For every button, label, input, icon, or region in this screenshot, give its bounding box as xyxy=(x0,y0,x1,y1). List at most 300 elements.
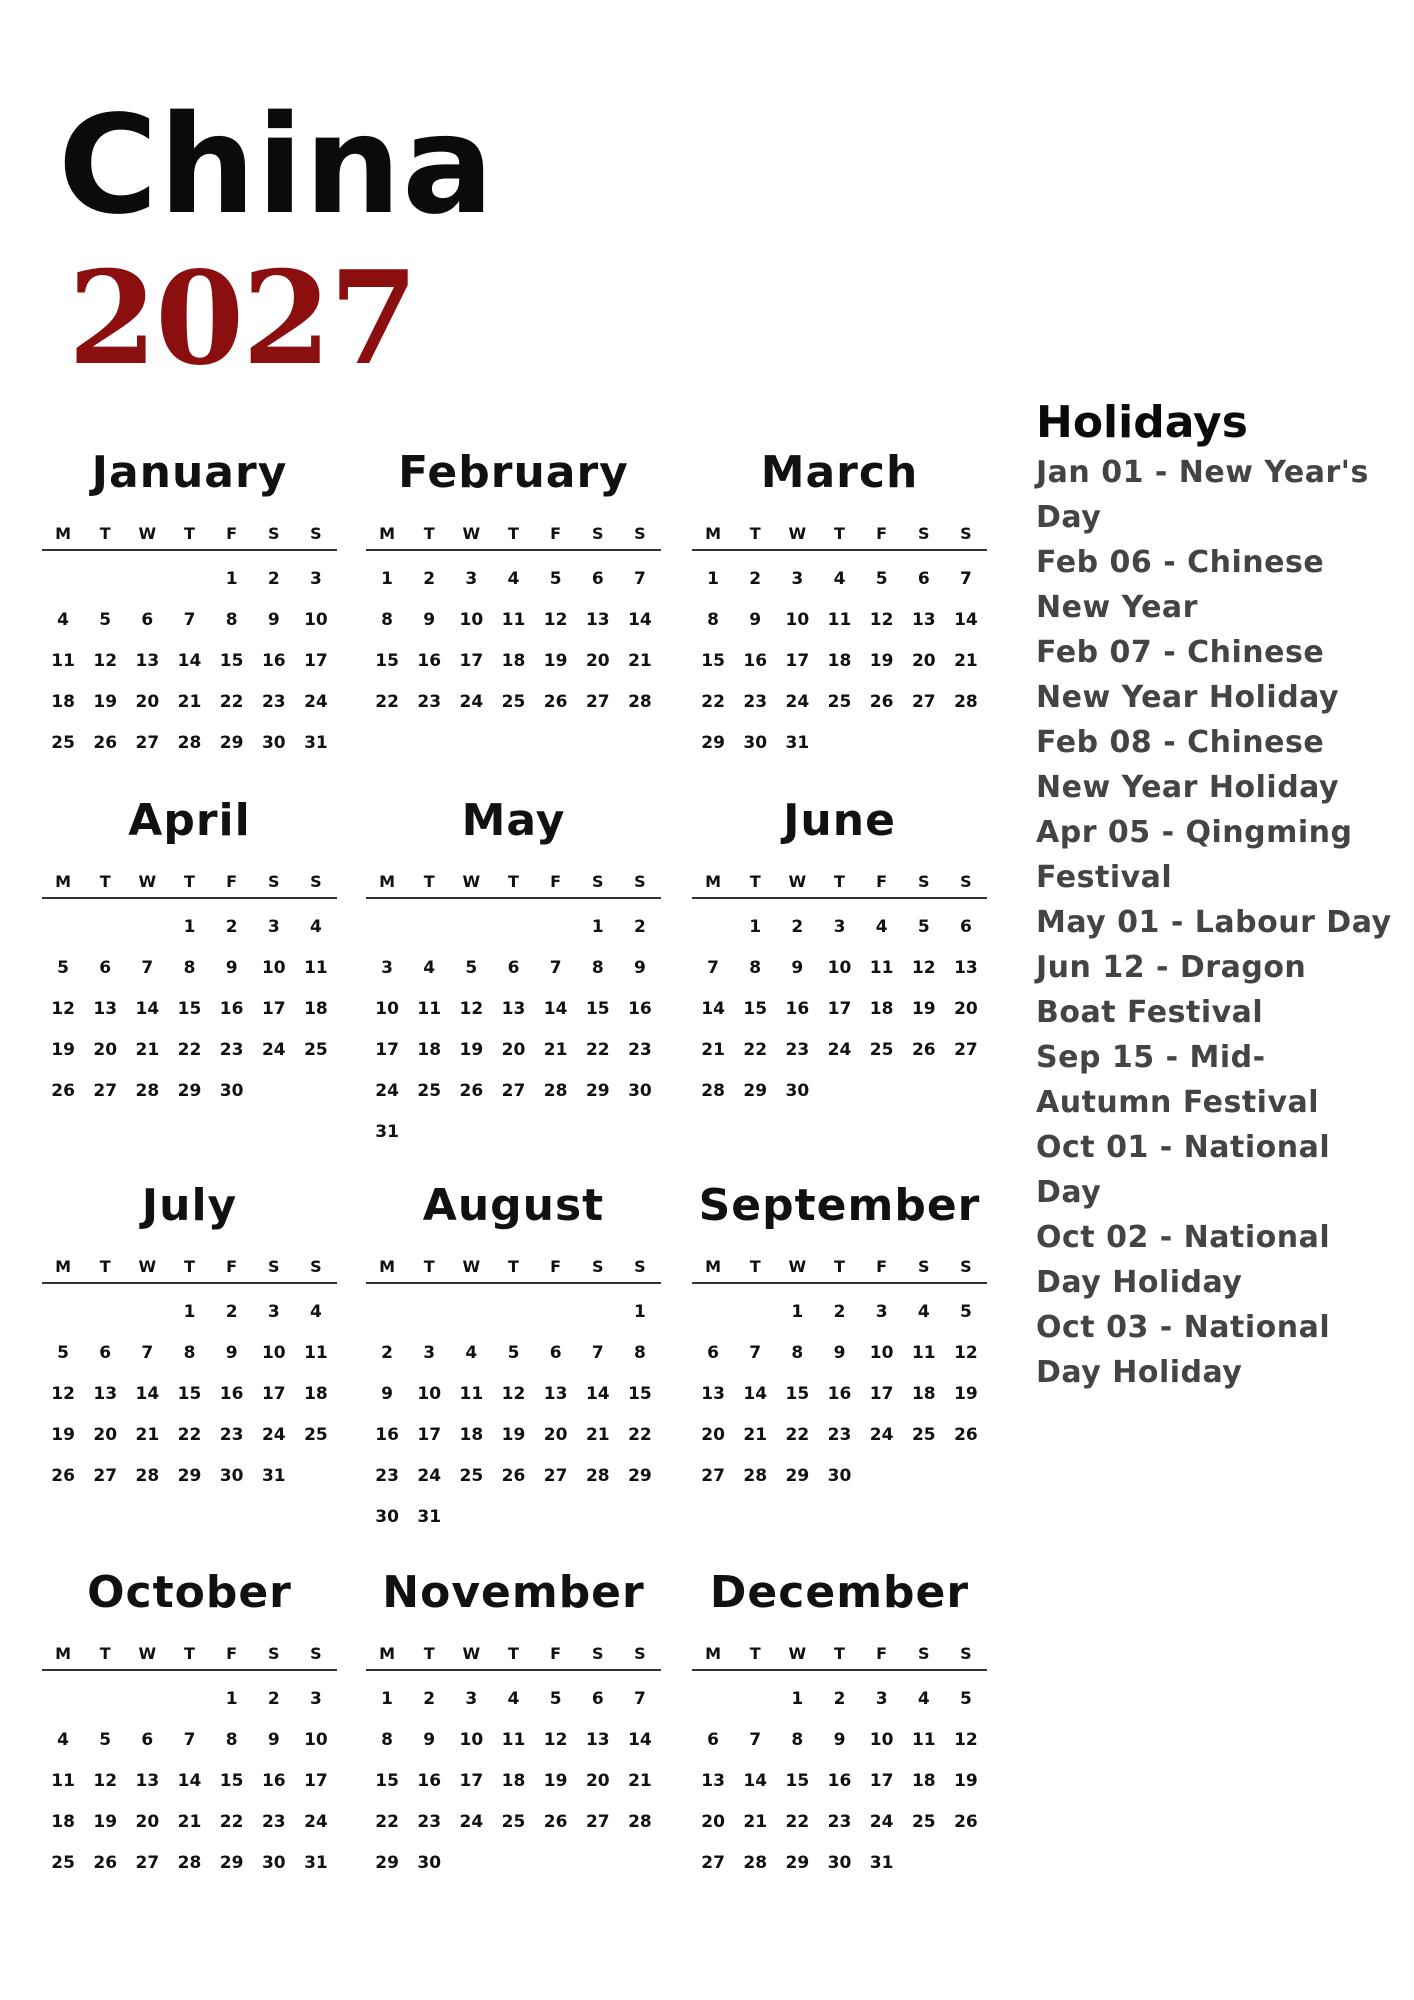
day-cell: 25 xyxy=(911,1812,936,1832)
day-cell: 11 xyxy=(459,1384,484,1404)
day-cell: 10 xyxy=(261,958,286,978)
day-cell: 18 xyxy=(459,1425,484,1445)
holiday-item: Oct 01 - National Day xyxy=(1036,1130,1331,1210)
weekday-label: T xyxy=(99,872,111,891)
weekday-label: S xyxy=(268,1644,280,1663)
day-cell: 4 xyxy=(507,1689,520,1709)
day-cell: 16 xyxy=(417,1771,442,1791)
year-heading: 2027 xyxy=(68,244,417,394)
day-cell: 30 xyxy=(827,1466,852,1486)
month-february xyxy=(366,445,661,723)
day-cell: 15 xyxy=(375,651,399,671)
day-cell: 24 xyxy=(261,1425,286,1445)
weekday-label: F xyxy=(876,872,888,891)
day-cell: 7 xyxy=(183,610,196,630)
weekday-label: F xyxy=(226,1257,238,1276)
day-cell: 2 xyxy=(633,917,646,937)
day-cell: 16 xyxy=(375,1425,399,1445)
day-cell: 28 xyxy=(628,692,652,712)
day-cell: 20 xyxy=(93,1040,118,1060)
day-cell: 16 xyxy=(628,999,652,1019)
holidays-title: Holidays xyxy=(1036,397,1248,448)
day-cell: 10 xyxy=(869,1730,894,1750)
day-cell: 27 xyxy=(954,1040,978,1060)
day-cell: 13 xyxy=(135,1771,160,1791)
day-cell: 22 xyxy=(219,692,244,712)
day-cell: 30 xyxy=(261,1853,286,1873)
empty-cell xyxy=(692,1679,734,1720)
day-cell: 7 xyxy=(707,958,719,978)
day-cell: 11 xyxy=(827,610,852,630)
weekday-label: M xyxy=(705,524,722,543)
day-cell: 31 xyxy=(375,1122,399,1142)
weekday-label: S xyxy=(592,1644,604,1663)
day-cell: 27 xyxy=(701,1466,725,1486)
day-cell: 20 xyxy=(135,692,160,712)
day-cell: 24 xyxy=(459,1812,484,1832)
day-cell: 18 xyxy=(911,1771,936,1791)
day-cell: 25 xyxy=(304,1040,328,1060)
day-cell: 19 xyxy=(954,1771,978,1791)
day-cell: 15 xyxy=(628,1384,652,1404)
day-cell: 26 xyxy=(954,1812,978,1832)
empty-cell xyxy=(734,1292,776,1333)
weekday-label: F xyxy=(226,872,238,891)
day-cell: 6 xyxy=(141,1730,154,1750)
day-cell: 13 xyxy=(93,999,118,1019)
weekday-label: F xyxy=(876,1644,888,1663)
month-name: September xyxy=(698,1180,981,1231)
day-cell: 4 xyxy=(917,1689,930,1709)
weekday-label: W xyxy=(138,872,157,891)
empty-cell xyxy=(42,1292,84,1333)
day-cell: 1 xyxy=(225,569,238,589)
day-cell: 21 xyxy=(135,1040,160,1060)
day-cell: 19 xyxy=(51,1425,75,1445)
day-cell: 16 xyxy=(827,1771,852,1791)
day-cell: 5 xyxy=(99,1730,112,1750)
day-cell: 16 xyxy=(743,651,768,671)
day-cell: 30 xyxy=(628,1081,652,1101)
day-cell: 6 xyxy=(141,610,154,630)
day-cell: 10 xyxy=(459,610,484,630)
day-cell: 11 xyxy=(51,651,75,671)
day-cell: 21 xyxy=(543,1040,568,1060)
empty-cell xyxy=(408,907,450,948)
day-cell: 2 xyxy=(833,1689,846,1709)
day-cell: 10 xyxy=(827,958,852,978)
month-name: January xyxy=(91,447,288,498)
day-cell: 28 xyxy=(954,692,978,712)
day-cell: 27 xyxy=(911,692,936,712)
day-cell: 8 xyxy=(591,958,604,978)
weekday-label: W xyxy=(788,1644,807,1663)
day-cell: 14 xyxy=(585,1384,610,1404)
day-cell: 14 xyxy=(177,651,202,671)
weekday-label: T xyxy=(749,524,761,543)
day-cell: 17 xyxy=(261,1384,286,1404)
day-cell: 25 xyxy=(911,1425,936,1445)
day-cell: 1 xyxy=(225,1689,238,1709)
weekday-label: W xyxy=(462,524,481,543)
empty-cell xyxy=(126,1292,168,1333)
day-cell: 23 xyxy=(743,692,768,712)
day-cell: 28 xyxy=(628,1812,652,1832)
day-cell: 13 xyxy=(135,651,160,671)
day-cell: 16 xyxy=(219,999,244,1019)
holiday-item: Jun 12 - Dragon Boat Festival xyxy=(1036,950,1307,1030)
day-cell: 8 xyxy=(381,1730,393,1750)
day-cell: 28 xyxy=(543,1081,568,1101)
empty-cell xyxy=(450,907,492,948)
month-name: March xyxy=(760,447,919,498)
day-cell: 9 xyxy=(225,958,238,978)
day-cell: 9 xyxy=(267,1730,280,1750)
day-cell: 20 xyxy=(135,1812,160,1832)
day-cell: 29 xyxy=(177,1466,202,1486)
empty-cell xyxy=(42,1679,84,1720)
day-cell: 4 xyxy=(309,1302,322,1322)
day-cell: 3 xyxy=(267,917,280,937)
day-cell: 6 xyxy=(99,1343,112,1363)
empty-cell xyxy=(366,1292,408,1333)
day-cell: 11 xyxy=(51,1771,75,1791)
weekday-label: F xyxy=(550,524,562,543)
day-cell: 29 xyxy=(785,1853,810,1873)
weekday-label: S xyxy=(310,872,322,891)
weekday-label: T xyxy=(423,524,435,543)
day-cell: 16 xyxy=(417,651,442,671)
day-cell: 25 xyxy=(501,1812,526,1832)
day-cell: 4 xyxy=(309,917,322,937)
day-grid xyxy=(692,1679,987,1884)
day-cell: 8 xyxy=(183,1343,196,1363)
day-cell: 19 xyxy=(501,1425,526,1445)
day-cell: 25 xyxy=(51,733,75,753)
day-cell: 6 xyxy=(591,1689,604,1709)
day-cell: 14 xyxy=(628,1730,652,1750)
day-cell: 21 xyxy=(954,651,978,671)
day-grid xyxy=(42,1292,337,1497)
day-cell: 15 xyxy=(585,999,610,1019)
day-cell: 27 xyxy=(701,1853,725,1873)
day-cell: 7 xyxy=(749,1343,762,1363)
day-cell: 6 xyxy=(917,569,930,589)
day-cell: 1 xyxy=(707,569,719,589)
day-cell: 11 xyxy=(304,1343,328,1363)
empty-cell xyxy=(492,1292,534,1333)
day-cell: 19 xyxy=(543,651,568,671)
weekday-label: S xyxy=(960,524,972,543)
day-cell: 17 xyxy=(417,1425,442,1445)
weekday-label: T xyxy=(508,1644,519,1663)
day-cell: 4 xyxy=(57,1730,69,1750)
weekday-label: F xyxy=(226,524,238,543)
day-cell: 29 xyxy=(701,733,725,753)
weekday-label: T xyxy=(184,1644,195,1663)
day-cell: 21 xyxy=(701,1040,725,1060)
weekday-label: S xyxy=(310,524,322,543)
weekday-label: S xyxy=(918,524,930,543)
day-cell: 6 xyxy=(707,1730,719,1750)
day-cell: 12 xyxy=(51,1384,75,1404)
weekday-label: T xyxy=(834,872,845,891)
day-cell: 27 xyxy=(585,1812,610,1832)
day-grid xyxy=(366,559,661,723)
weekday-label: S xyxy=(268,1257,280,1276)
day-grid xyxy=(366,1679,661,1884)
empty-cell xyxy=(42,559,84,600)
day-cell: 25 xyxy=(501,692,526,712)
weekday-label: T xyxy=(184,524,195,543)
weekday-header xyxy=(366,519,661,551)
day-cell: 22 xyxy=(701,692,725,712)
day-cell: 12 xyxy=(501,1384,526,1404)
day-cell: 20 xyxy=(93,1425,118,1445)
holiday-item: Oct 03 - National Day Holiday xyxy=(1036,1310,1331,1390)
day-cell: 12 xyxy=(911,958,936,978)
day-cell: 8 xyxy=(749,958,762,978)
day-grid xyxy=(366,1292,661,1538)
weekday-label: T xyxy=(423,1257,435,1276)
day-cell: 24 xyxy=(261,1040,286,1060)
day-cell: 24 xyxy=(417,1466,442,1486)
day-cell: 24 xyxy=(304,692,328,712)
weekday-label: W xyxy=(138,524,157,543)
empty-cell xyxy=(126,559,168,600)
day-cell: 31 xyxy=(869,1853,894,1873)
day-cell: 23 xyxy=(417,1812,442,1832)
day-cell: 13 xyxy=(911,610,936,630)
weekday-label: T xyxy=(834,1257,845,1276)
weekday-header xyxy=(42,519,337,551)
day-cell: 18 xyxy=(417,1040,442,1060)
weekday-label: S xyxy=(310,1257,322,1276)
day-cell: 25 xyxy=(304,1425,328,1445)
weekday-label: T xyxy=(749,1257,761,1276)
day-cell: 29 xyxy=(743,1081,768,1101)
empty-cell xyxy=(84,907,126,948)
day-cell: 4 xyxy=(917,1302,930,1322)
day-cell: 3 xyxy=(465,1689,478,1709)
day-cell: 12 xyxy=(543,1730,568,1750)
day-cell: 7 xyxy=(959,569,972,589)
day-cell: 13 xyxy=(585,1730,610,1750)
weekday-label: S xyxy=(634,1257,646,1276)
day-cell: 23 xyxy=(261,692,286,712)
day-cell: 18 xyxy=(51,1812,75,1832)
day-cell: 10 xyxy=(304,1730,328,1750)
day-cell: 13 xyxy=(93,1384,118,1404)
day-cell: 15 xyxy=(375,1771,399,1791)
day-cell: 30 xyxy=(827,1853,852,1873)
day-cell: 12 xyxy=(954,1343,978,1363)
day-cell: 15 xyxy=(177,999,202,1019)
weekday-label: W xyxy=(462,872,481,891)
day-cell: 11 xyxy=(417,999,442,1019)
day-cell: 22 xyxy=(375,1812,399,1832)
day-grid xyxy=(42,1679,337,1884)
weekday-label: M xyxy=(379,1644,396,1663)
weekday-label: W xyxy=(788,524,807,543)
day-cell: 19 xyxy=(954,1384,978,1404)
day-cell: 18 xyxy=(827,651,852,671)
weekday-label: W xyxy=(138,1257,157,1276)
day-cell: 16 xyxy=(261,651,286,671)
weekday-label: W xyxy=(788,1257,807,1276)
day-cell: 24 xyxy=(375,1081,399,1101)
day-cell: 4 xyxy=(833,569,846,589)
month-name: August xyxy=(422,1180,605,1231)
day-cell: 9 xyxy=(381,1384,393,1404)
day-cell: 5 xyxy=(549,569,562,589)
weekday-header xyxy=(42,1639,337,1671)
empty-cell xyxy=(84,559,126,600)
day-cell: 1 xyxy=(633,1302,646,1322)
day-cell: 20 xyxy=(954,999,978,1019)
day-cell: 29 xyxy=(585,1081,610,1101)
weekday-label: S xyxy=(592,872,604,891)
day-cell: 28 xyxy=(743,1853,768,1873)
month-september xyxy=(692,1178,987,1497)
weekday-label: T xyxy=(99,1257,111,1276)
day-cell: 30 xyxy=(261,733,286,753)
day-cell: 17 xyxy=(869,1384,894,1404)
day-cell: 9 xyxy=(749,610,762,630)
day-cell: 19 xyxy=(93,692,118,712)
day-cell: 25 xyxy=(417,1081,442,1101)
day-cell: 8 xyxy=(633,1343,646,1363)
day-cell: 3 xyxy=(875,1302,888,1322)
day-cell: 19 xyxy=(93,1812,118,1832)
day-cell: 27 xyxy=(135,1853,160,1873)
day-cell: 28 xyxy=(177,1853,202,1873)
day-cell: 21 xyxy=(585,1425,610,1445)
day-cell: 4 xyxy=(57,610,69,630)
day-cell: 5 xyxy=(99,610,112,630)
day-cell: 1 xyxy=(591,917,604,937)
day-cell: 1 xyxy=(183,917,196,937)
day-cell: 9 xyxy=(833,1343,846,1363)
day-cell: 14 xyxy=(743,1771,768,1791)
holiday-item: Sep 15 - Mid-Autumn Festival xyxy=(1036,1040,1320,1120)
weekday-label: W xyxy=(462,1257,481,1276)
weekday-label: M xyxy=(379,1257,396,1276)
weekday-header xyxy=(692,1639,987,1671)
day-cell: 20 xyxy=(701,1812,725,1832)
empty-cell xyxy=(734,1679,776,1720)
day-cell: 2 xyxy=(225,1302,238,1322)
day-cell: 2 xyxy=(749,569,762,589)
day-cell: 7 xyxy=(141,1343,154,1363)
weekday-label: F xyxy=(876,1257,888,1276)
day-cell: 28 xyxy=(135,1466,160,1486)
day-cell: 23 xyxy=(219,1040,244,1060)
weekday-label: M xyxy=(705,1257,722,1276)
month-october xyxy=(42,1565,337,1884)
day-cell: 12 xyxy=(954,1730,978,1750)
weekday-header xyxy=(42,867,337,899)
weekday-header xyxy=(692,867,987,899)
day-cell: 1 xyxy=(749,917,762,937)
weekday-label: T xyxy=(508,1257,519,1276)
weekday-label: S xyxy=(634,524,646,543)
day-cell: 30 xyxy=(743,733,768,753)
weekday-header xyxy=(366,1252,661,1284)
day-cell: 7 xyxy=(591,1343,604,1363)
day-cell: 12 xyxy=(51,999,75,1019)
weekday-label: T xyxy=(184,872,195,891)
month-name: July xyxy=(141,1180,238,1231)
day-grid xyxy=(692,907,987,1112)
empty-cell xyxy=(366,907,408,948)
day-cell: 26 xyxy=(543,692,568,712)
day-cell: 26 xyxy=(93,733,118,753)
month-march xyxy=(692,445,987,764)
day-cell: 29 xyxy=(628,1466,652,1486)
day-cell: 14 xyxy=(135,999,160,1019)
month-may xyxy=(366,793,661,1153)
empty-cell xyxy=(492,907,534,948)
day-cell: 8 xyxy=(791,1730,804,1750)
weekday-label: T xyxy=(99,524,111,543)
day-grid xyxy=(692,559,987,764)
weekday-label: S xyxy=(918,1644,930,1663)
day-cell: 14 xyxy=(954,610,978,630)
day-cell: 5 xyxy=(549,1689,562,1709)
weekday-label: T xyxy=(749,872,761,891)
weekday-label: S xyxy=(960,872,972,891)
weekday-label: S xyxy=(918,872,930,891)
weekday-label: W xyxy=(788,872,807,891)
weekday-label: T xyxy=(834,524,845,543)
day-cell: 15 xyxy=(177,1384,202,1404)
day-cell: 11 xyxy=(911,1730,936,1750)
weekday-label: W xyxy=(462,1644,481,1663)
day-cell: 5 xyxy=(875,569,888,589)
day-cell: 3 xyxy=(423,1343,436,1363)
weekday-label: S xyxy=(268,524,280,543)
weekday-label: F xyxy=(550,1257,562,1276)
day-cell: 7 xyxy=(141,958,154,978)
weekday-label: T xyxy=(423,872,435,891)
day-cell: 23 xyxy=(785,1040,810,1060)
day-cell: 22 xyxy=(177,1425,202,1445)
day-cell: 6 xyxy=(959,917,972,937)
day-cell: 29 xyxy=(219,1853,244,1873)
weekday-label: S xyxy=(592,1257,604,1276)
weekday-label: S xyxy=(918,1257,930,1276)
day-cell: 2 xyxy=(225,917,238,937)
day-cell: 11 xyxy=(501,610,526,630)
day-cell: 4 xyxy=(507,569,520,589)
day-cell: 30 xyxy=(219,1466,244,1486)
day-cell: 18 xyxy=(304,999,328,1019)
day-grid xyxy=(42,559,337,764)
weekday-header xyxy=(366,1639,661,1671)
day-cell: 6 xyxy=(99,958,112,978)
day-cell: 17 xyxy=(375,1040,399,1060)
day-cell: 14 xyxy=(135,1384,160,1404)
day-cell: 17 xyxy=(304,1771,328,1791)
day-cell: 18 xyxy=(869,999,894,1019)
day-cell: 3 xyxy=(465,569,478,589)
day-cell: 4 xyxy=(465,1343,478,1363)
weekday-label: T xyxy=(508,524,519,543)
day-cell: 3 xyxy=(791,569,804,589)
day-cell: 16 xyxy=(827,1384,852,1404)
month-name: December xyxy=(709,1567,970,1618)
